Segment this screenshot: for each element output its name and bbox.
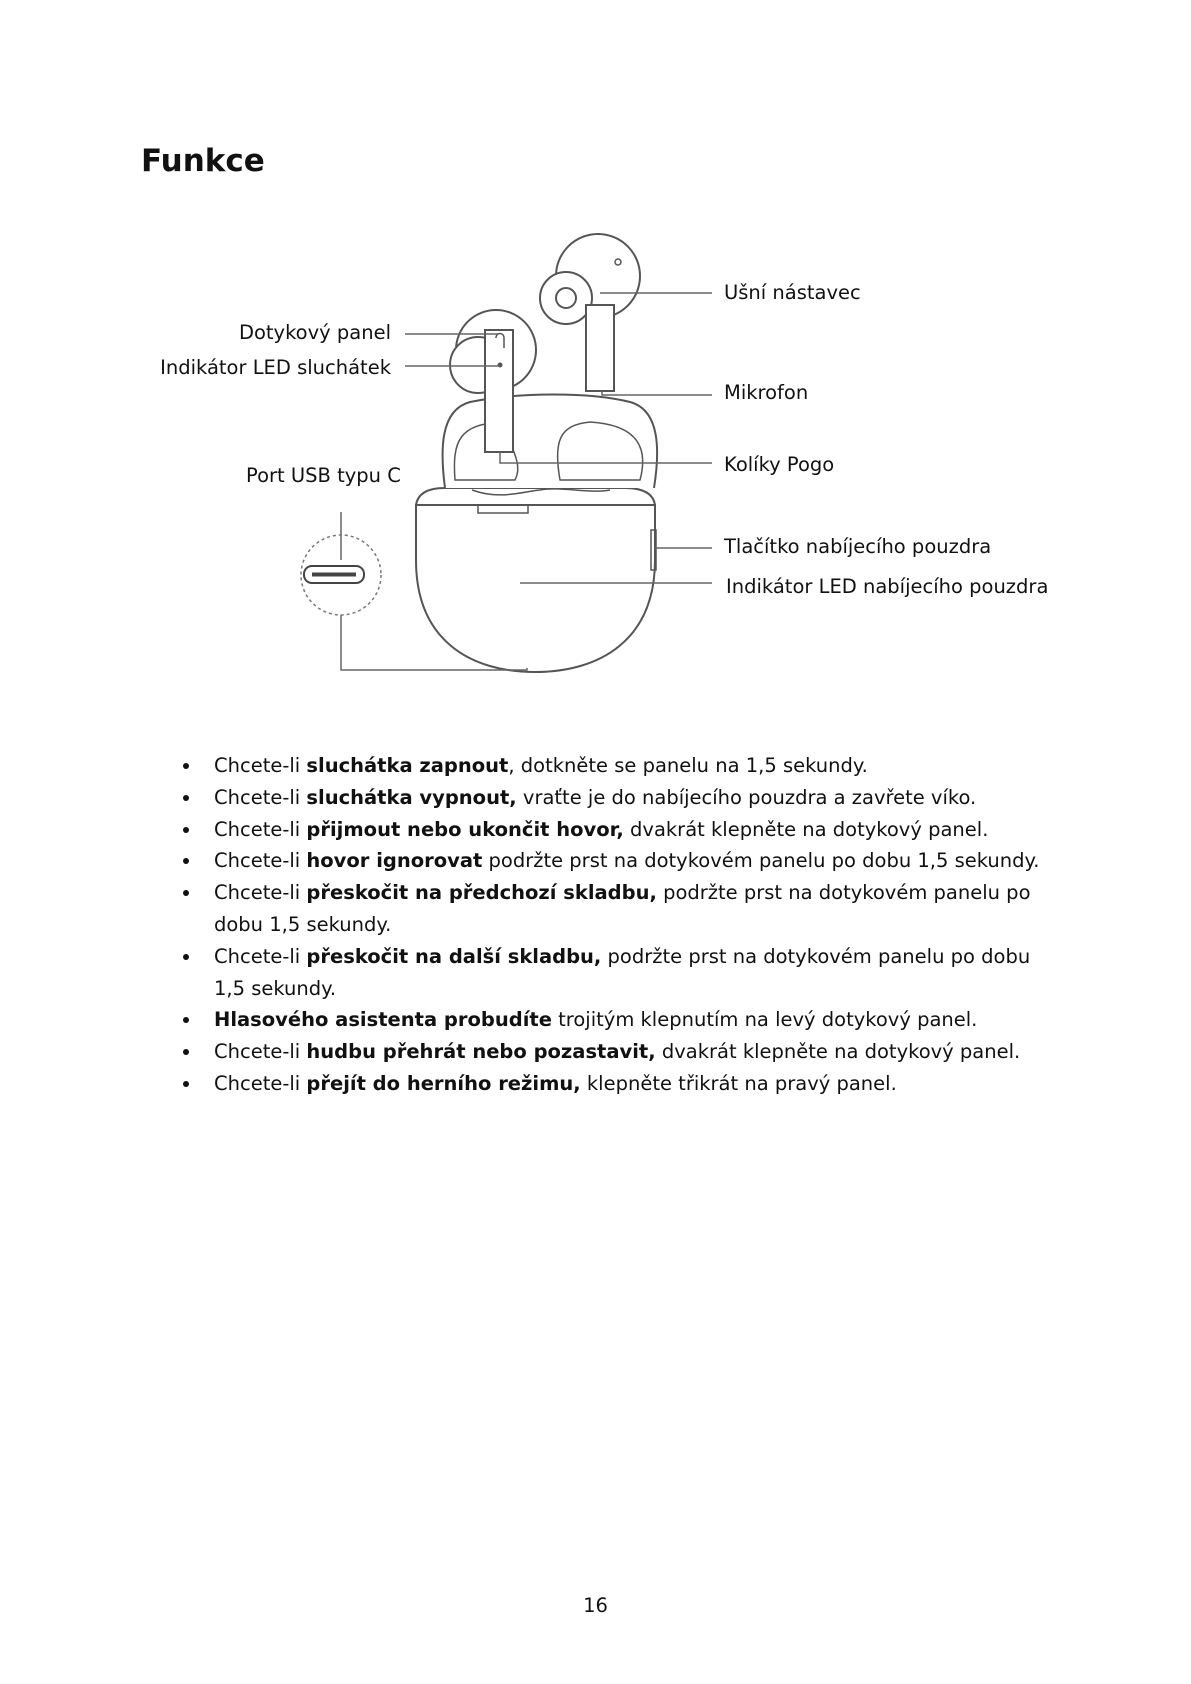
item-text: podržte prst na dotykovém panelu po dobu 1,5 sekundy. [482, 849, 1040, 873]
label-case-button: Tlačítko nabíjecího pouzdra [724, 535, 992, 558]
list-item [183, 750, 1063, 782]
right-earbud-stem [586, 305, 614, 391]
label-ear-tip: Ušní nástavec [724, 281, 861, 304]
item-bold: přijmout nebo ukončit hovor, [306, 817, 624, 841]
item-bold: sluchátka vypnout, [306, 785, 517, 809]
item-prefix: Chcete-li [214, 944, 307, 968]
page-title: Funkce [141, 143, 265, 179]
earbuds-diagram [0, 0, 1191, 700]
list-item [183, 1004, 1063, 1036]
item-bold: přejít do herního režimu, [306, 1071, 581, 1095]
left-earbud-stem [485, 330, 513, 452]
item-text: , dotkněte se panelu na 1,5 sekundy. [508, 754, 868, 777]
item-bold: přeskočit na předchozí skladbu, [306, 881, 657, 905]
feature-list [183, 750, 1063, 1100]
item-text: klepněte třikrát na pravý panel. [580, 1071, 897, 1095]
label-case-led: Indikátor LED nabíjecího pouzdra [726, 575, 1049, 598]
item-prefix: Chcete-li [214, 754, 307, 777]
item-bold: sluchátka zapnout [306, 754, 509, 777]
charging-case-body [416, 505, 655, 672]
page-number: 16 [583, 1594, 608, 1617]
item-prefix: Chcete-li [214, 1040, 307, 1064]
list-item [183, 877, 1063, 941]
item-text: dvakrát klepněte na dotykový panel. [623, 817, 989, 841]
label-usb-port: Port USB typu C [246, 464, 401, 487]
list-item [183, 941, 1063, 1005]
item-bold: hudbu přehrát nebo pozastavit, [306, 1040, 656, 1064]
item-bold: přeskočit na další skladbu, [306, 944, 602, 968]
item-prefix: Chcete-li [214, 849, 307, 873]
label-touch-panel: Dotykový panel [238, 321, 391, 344]
item-text: podržte prst na dotykovém panelu po dobu 1,5 sekundy. [214, 881, 1031, 936]
item-prefix: Chcete-li [214, 817, 307, 841]
item-prefix: Chcete-li [214, 785, 307, 809]
item-text: dvakrát klepněte na dotykový panel. [655, 1040, 1021, 1064]
list-item [183, 782, 1063, 814]
label-microphone: Mikrofon [724, 381, 809, 404]
list-item [183, 1036, 1063, 1068]
item-text: trojitým klepnutím na levý dotykový panel. [551, 1008, 978, 1032]
item-bold: Hlasového asistenta probudíte [214, 1008, 552, 1032]
charging-case-lid [443, 395, 658, 489]
item-prefix: Chcete-li [214, 881, 307, 905]
item-prefix: Chcete-li [214, 1071, 307, 1095]
item-text: vraťte je do nabíjecího pouzdra a zavřete víko. [516, 785, 977, 809]
list-item [183, 814, 1063, 846]
label-earbud-led: Indikátor LED sluchátek [160, 356, 391, 379]
label-pogo-pins: Kolíky Pogo [724, 453, 835, 476]
list-item [183, 845, 1063, 877]
item-bold: hovor ignorovat [306, 849, 483, 873]
item-text: podržte prst na dotykovém panelu po dobu 1,5 sekundy. [214, 944, 1031, 1000]
ear-tip [540, 272, 592, 324]
list-item [183, 1068, 1063, 1100]
